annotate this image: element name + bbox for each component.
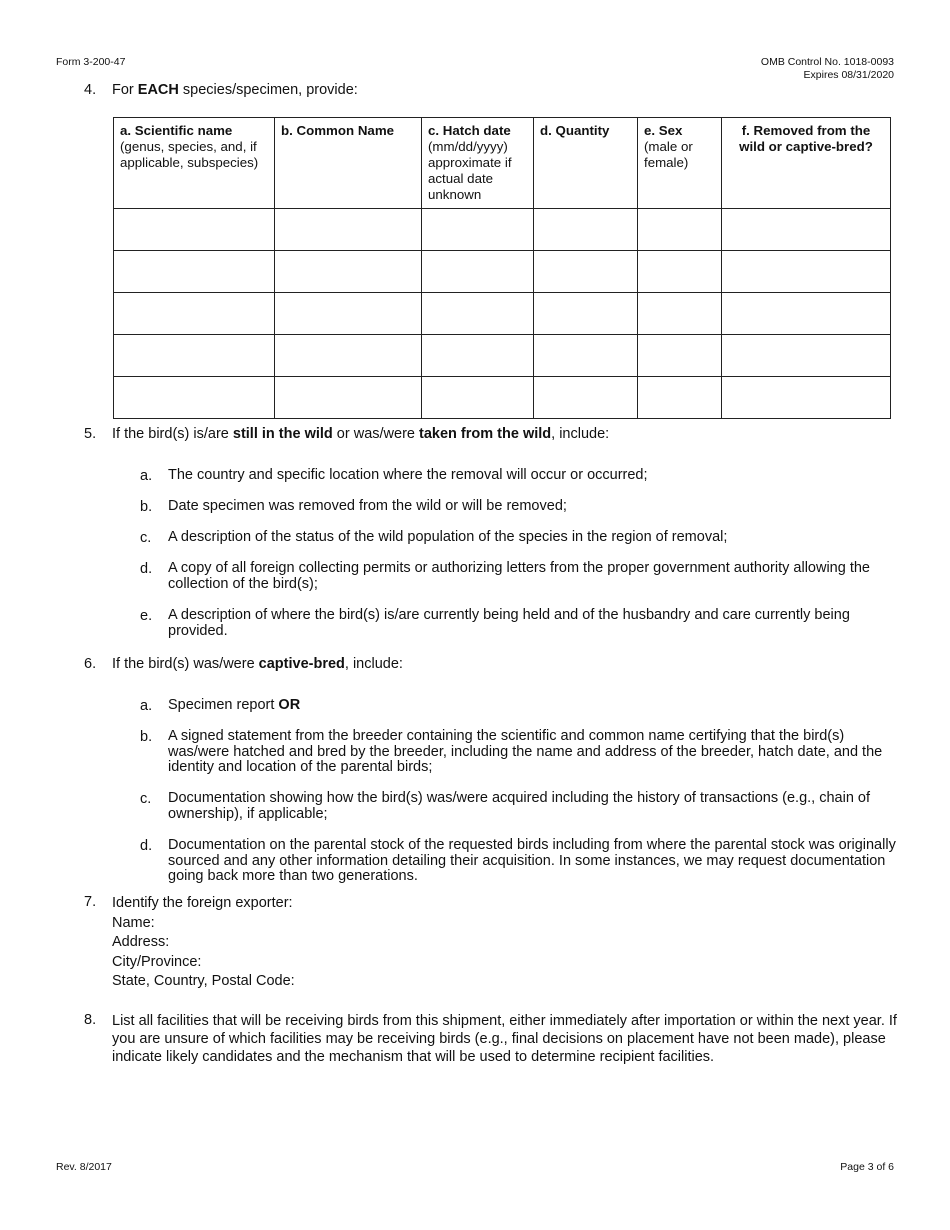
cell-common-name[interactable] xyxy=(275,377,422,419)
item5b-text: Date specimen was removed from the wild or will be removed; xyxy=(168,498,567,514)
item6-text: If the bird(s) was/were captive-bred, include: xyxy=(112,656,403,672)
item6d-text: Documentation on the parental stock of the requested birds including from where the parental stock was originally sourced and any other information detailing their acquisition. In some instances, we may request documentation going back more than two generations. xyxy=(168,837,896,884)
table-row xyxy=(114,335,891,377)
col-scientific-name: a. Scientific name (genus, species, and, if applicable, subspecies) xyxy=(114,118,275,209)
omb-block xyxy=(761,56,894,82)
cell-scientific-name[interactable] xyxy=(114,209,275,251)
item6d-letter: d. xyxy=(140,838,153,854)
page-number: Page 3 of 6 xyxy=(840,1161,894,1173)
table-row xyxy=(114,209,891,251)
item6a-text: Specimen report OR xyxy=(168,697,301,713)
cell-quantity[interactable] xyxy=(534,377,638,419)
cell-hatch-date[interactable] xyxy=(422,251,534,293)
exporter-state-country-postal-label: State, Country, Postal Code: xyxy=(112,973,295,989)
item5e-text: A description of where the bird(s) is/are currently being held and of the husbandry and care currently being provided. xyxy=(168,607,850,639)
col-hatch-date: c. Hatch date (mm/dd/yyyy) approximate if actual date unknown xyxy=(422,118,534,209)
cell-sex[interactable] xyxy=(638,377,722,419)
item8-number: 8. xyxy=(84,1012,97,1028)
cell-scientific-name[interactable] xyxy=(114,293,275,335)
cell-removed-or-captive[interactable] xyxy=(722,209,891,251)
cell-quantity[interactable] xyxy=(534,251,638,293)
cell-removed-or-captive[interactable] xyxy=(722,377,891,419)
item5b-letter: b. xyxy=(140,499,153,515)
item5a-text: The country and specific location where the removal will occur or occurred; xyxy=(168,467,648,483)
item4-text: For EACH species/specimen, provide: xyxy=(112,82,358,98)
item5d-text: A copy of all foreign collecting permits or authorizing letters from the proper government authority allowing the collection of the bird(s); xyxy=(168,560,870,592)
form-number: Form 3-200-47 xyxy=(56,56,126,68)
col-sex: e. Sex (male or female) xyxy=(638,118,722,209)
item5c-text: A description of the status of the wild population of the species in the region of removal; xyxy=(168,529,728,545)
cell-quantity[interactable] xyxy=(534,209,638,251)
item5a-letter: a. xyxy=(140,468,153,484)
item6b-text: A signed statement from the breeder containing the scientific and common name certifying that the bird(s) was/were hatched and bred by the breeder, including the name and address of the breeder, hatch date, and the identity and location of the parental birds; xyxy=(168,728,883,775)
table-header-row xyxy=(114,118,891,209)
revision-date: Rev. 8/2017 xyxy=(56,1161,112,1173)
col-quantity: d. Quantity xyxy=(534,118,638,209)
item6c-text: Documentation showing how the bird(s) was/were acquired including the history of transactions (e.g., chain of ownership), if applicable; xyxy=(168,790,871,822)
species-table xyxy=(113,117,891,419)
cell-hatch-date[interactable] xyxy=(422,335,534,377)
item7-number: 7. xyxy=(84,894,97,910)
cell-scientific-name[interactable] xyxy=(114,377,275,419)
item5-number: 5. xyxy=(84,426,97,442)
cell-sex[interactable] xyxy=(638,251,722,293)
table-row xyxy=(114,251,891,293)
cell-hatch-date[interactable] xyxy=(422,209,534,251)
table-row xyxy=(114,377,891,419)
cell-common-name[interactable] xyxy=(275,251,422,293)
item7-block xyxy=(112,894,900,992)
item5c-letter: c. xyxy=(140,530,152,546)
exporter-city-label: City/Province: xyxy=(112,953,202,970)
col-common-name: b. Common Name xyxy=(275,118,422,209)
cell-removed-or-captive[interactable] xyxy=(722,293,891,335)
exporter-name-label: Name: xyxy=(112,914,155,931)
cell-scientific-name[interactable] xyxy=(114,251,275,293)
item4-number: 4. xyxy=(84,82,97,98)
expiration-date: Expires 08/31/2020 xyxy=(803,69,894,81)
item6b-letter: b. xyxy=(140,729,153,745)
cell-removed-or-captive[interactable] xyxy=(722,335,891,377)
cell-hatch-date[interactable] xyxy=(422,293,534,335)
cell-common-name[interactable] xyxy=(275,293,422,335)
cell-quantity[interactable] xyxy=(534,293,638,335)
item5e-letter: e. xyxy=(140,608,153,624)
item5-text: If the bird(s) is/are still in the wild or was/were taken from the wild, include: xyxy=(112,426,610,442)
cell-sex[interactable] xyxy=(638,335,722,377)
cell-removed-or-captive[interactable] xyxy=(722,251,891,293)
cell-hatch-date[interactable] xyxy=(422,377,534,419)
item6c-letter: c. xyxy=(140,791,152,807)
cell-quantity[interactable] xyxy=(534,335,638,377)
col-removed-or-captive: f. Removed from the wild or captive-bred? xyxy=(722,118,891,209)
item8-text: List all facilities that will be receiving birds from this shipment, either immediately after importation or within the next year. If you are unsure of which facilities may be receiving birds (e.g., final decisions on placement have not been made), please indicate likely candidates and the mechanism that will be used to determine recipient facilities. xyxy=(112,1013,897,1065)
item6-number: 6. xyxy=(84,656,97,672)
cell-sex[interactable] xyxy=(638,293,722,335)
omb-control-number: OMB Control No. 1018-0093 xyxy=(760,56,894,68)
cell-common-name[interactable] xyxy=(275,335,422,377)
exporter-address-label: Address: xyxy=(112,934,170,950)
item5d-letter: d. xyxy=(140,561,153,577)
table-row xyxy=(114,293,891,335)
cell-sex[interactable] xyxy=(638,209,722,251)
item7-title: Identify the foreign exporter: xyxy=(112,895,293,911)
cell-common-name[interactable] xyxy=(275,209,422,251)
item6a-letter: a. xyxy=(140,698,153,714)
cell-scientific-name[interactable] xyxy=(114,335,275,377)
